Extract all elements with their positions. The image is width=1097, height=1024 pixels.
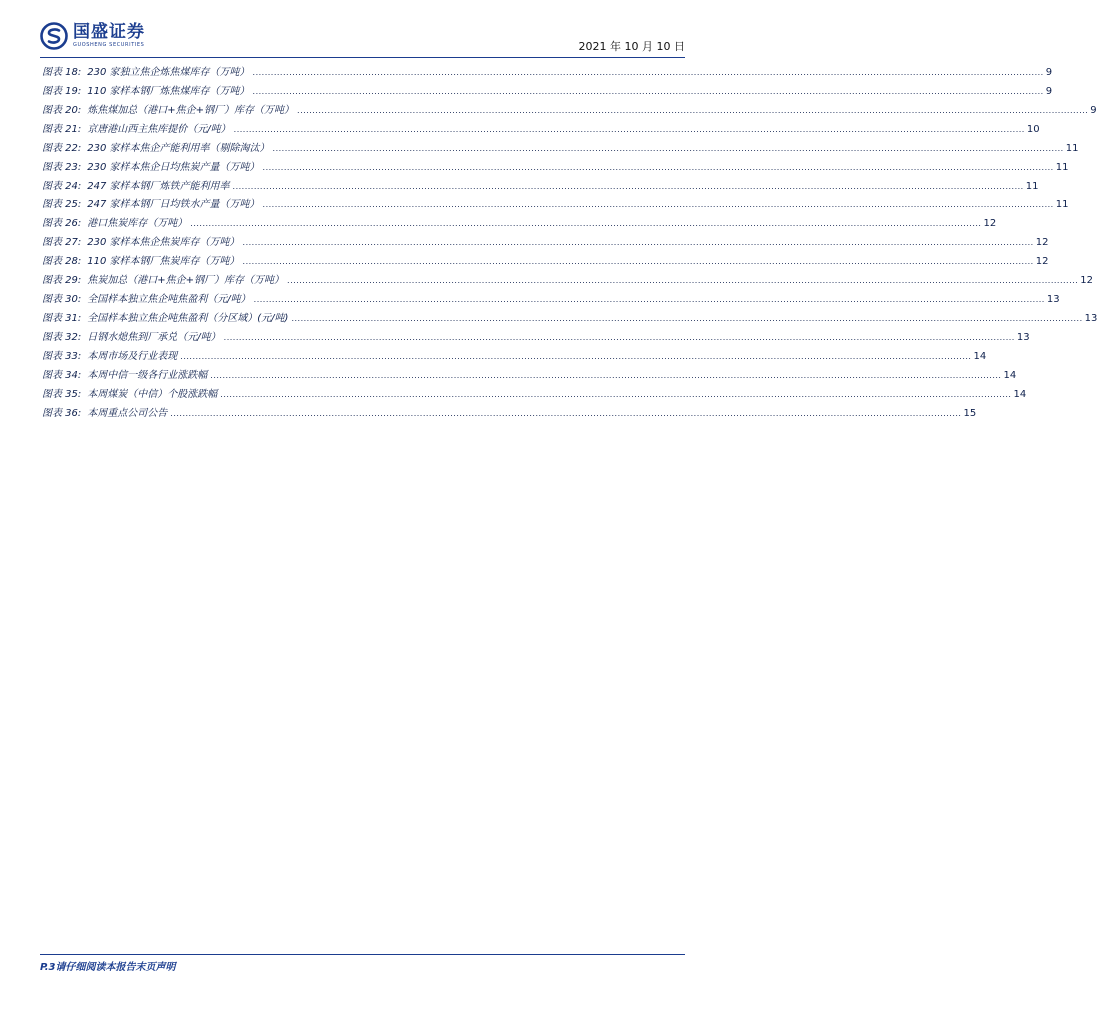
toc-entry[interactable] [42,158,1069,177]
toc-entry[interactable] [42,328,1030,347]
toc-page-number: 11 [1055,161,1069,173]
toc-entry[interactable] [42,252,1049,271]
toc-dot-leader: .................................................................................................................................................................................................................................................................... [190,219,982,229]
toc-page-number: 12 [983,218,997,230]
toc-figure-label: 图表 25: [42,199,82,211]
toc-page-number: 13 [1046,294,1060,306]
toc-figure-title: 京唐港山西主焦库提价（元/吨） [87,123,231,135]
toc-figure-label: 图表 23: [42,161,82,173]
toc-figure-label: 图表 29: [42,275,82,287]
toc-figure-label: 图表 36: [42,407,82,419]
toc-page-number: 9 [1045,85,1053,97]
toc-figure-label: 图表 18: [42,67,82,78]
header-divider [40,57,685,58]
toc-figure-title: 230 家样本焦企产能利用率（剔除淘汰） [87,142,270,154]
toc-page-number: 14 [973,350,987,362]
toc-page-number: 15 [963,407,977,419]
toc-figure-title: 110 家样本钢厂炼焦煤库存（万吨） [87,85,250,97]
toc-dot-leader: .................................................................................................................................................................................................................................................................... [232,181,1024,191]
company-logo [40,22,145,50]
toc-page-number: 9 [1090,104,1097,116]
toc-figure-title: 炼焦煤加总（港口+焦企+钢厂）库存（万吨） [87,104,295,116]
toc-entry[interactable] [42,177,1039,196]
toc-entry[interactable] [42,366,1017,385]
toc-dot-leader: .................................................................................................................................................................................................................................................................... [223,332,1015,342]
toc-entry[interactable] [42,82,1053,101]
toc-figure-title: 247 家样本钢厂日均铁水产量（万吨） [87,199,260,211]
toc-page-number: 11 [1055,199,1069,211]
toc-figure-label: 图表 33: [42,350,82,362]
toc-page-number: 12 [1035,256,1049,268]
toc-figure-label: 图表 28: [42,256,82,268]
toc-figure-title: 本周重点公司公告 [87,407,168,419]
toc-page-number: 11 [1025,180,1039,192]
toc-dot-leader: .................................................................................................................................................................................................................................................................... [242,238,1034,248]
toc-page-number: 14 [1013,388,1027,400]
toc-page-number: 10 [1026,123,1040,135]
footer-disclaimer: P.3请仔细阅读本报告末页声明 [40,962,176,973]
toc-figure-title: 全国样本独立焦企吨焦盈利（元/吨） [87,294,251,306]
toc-page-number: 9 [1045,67,1053,78]
toc-figure-label: 图表 31: [42,312,82,324]
toc-dot-leader: .................................................................................................................................................................................................................................................................... [287,276,1079,286]
toc-figure-title: 110 家样本钢厂焦炭库存（万吨） [87,256,240,268]
toc-dot-leader: .................................................................................................................................................................................................................................................................... [220,389,1012,399]
toc-figure-label: 图表 30: [42,294,82,306]
logo-english-name: GUOSHENG SECURITIES [73,42,145,48]
toc-figure-label: 图表 20: [42,104,82,116]
toc-figure-title: 230 家样本焦企日均焦炭产量（万吨） [87,161,260,173]
toc-entry[interactable] [42,120,1040,139]
toc-page-number: 12 [1035,237,1049,249]
toc-entry[interactable] [42,347,987,366]
toc-dot-leader: .................................................................................................................................................................................................................................................................... [262,162,1054,172]
toc-figure-title: 230 家样本焦企焦炭库存（万吨） [87,237,240,249]
toc-dot-leader: .................................................................................................................................................................................................................................................................... [297,105,1089,115]
toc-entry[interactable] [42,404,977,423]
toc-figure-label: 图表 27: [42,237,82,249]
toc-figure-label: 图表 19: [42,85,82,97]
toc-page-number: 12 [1080,275,1093,287]
toc-entry[interactable] [42,290,1060,309]
toc-figure-title: 全国样本独立焦企吨焦盈利（分区域）(元/吨) [87,312,289,324]
toc-entry[interactable] [42,214,997,233]
toc-figure-title: 230 家独立焦企炼焦煤库存（万吨） [87,67,250,78]
figure-index-list [42,63,1097,423]
toc-page-number: 14 [1003,369,1017,381]
toc-page-number: 11 [1065,142,1079,154]
toc-dot-leader: .................................................................................................................................................................................................................................................................... [253,295,1045,305]
toc-figure-title: 本周市场及行业表现 [87,350,178,362]
footer-divider [40,954,685,955]
toc-figure-label: 图表 34: [42,369,82,381]
logo-chinese-name: 国盛证券 [73,22,145,42]
toc-page-number: 13 [1016,331,1030,343]
toc-entry[interactable] [42,139,1079,158]
report-date: 2021 年 10 月 10 日 [578,40,685,53]
toc-dot-leader: .................................................................................................................................................................................................................................................................... [252,68,1044,77]
toc-dot-leader: .................................................................................................................................................................................................................................................................... [242,257,1034,267]
toc-entry[interactable] [42,101,1097,120]
toc-entry[interactable] [42,385,1027,404]
toc-dot-leader: .................................................................................................................................................................................................................................................................... [262,200,1054,210]
toc-figure-label: 图表 26: [42,218,82,230]
page-header [40,22,685,56]
toc-dot-leader: .................................................................................................................................................................................................................................................................... [233,124,1025,134]
toc-page-number: 13 [1084,312,1097,324]
guosheng-logo-icon [40,22,68,50]
toc-figure-title: 港口焦炭库存（万吨） [87,218,188,230]
toc-entry[interactable] [42,195,1069,214]
toc-entry[interactable] [42,63,1053,82]
toc-figure-title: 日钢水熄焦到厂承兑（元/吨） [87,331,221,343]
toc-entry[interactable] [42,309,1097,328]
toc-dot-leader: .................................................................................................................................................................................................................................................................... [291,313,1083,323]
toc-figure-label: 图表 22: [42,142,82,154]
toc-dot-leader: .................................................................................................................................................................................................................................................................... [210,370,1002,380]
toc-entry[interactable] [42,233,1049,252]
toc-figure-label: 图表 21: [42,123,82,135]
toc-figure-title: 本周中信一级各行业涨跌幅 [87,369,208,381]
toc-figure-title: 247 家样本钢厂炼铁产能利用率 [87,180,230,192]
toc-figure-label: 图表 32: [42,331,82,343]
toc-figure-label: 图表 24: [42,180,82,192]
toc-entry[interactable] [42,271,1093,290]
toc-dot-leader: .................................................................................................................................................................................................................................................................... [170,408,962,418]
toc-figure-label: 图表 35: [42,388,82,400]
toc-figure-title: 焦炭加总（港口+焦企+钢厂）库存（万吨） [87,275,285,287]
toc-dot-leader: .................................................................................................................................................................................................................................................................... [180,351,972,361]
toc-dot-leader: .................................................................................................................................................................................................................................................................... [252,86,1044,96]
toc-dot-leader: .................................................................................................................................................................................................................................................................... [272,143,1064,153]
toc-figure-title: 本周煤炭（中信）个股涨跌幅 [87,388,218,400]
